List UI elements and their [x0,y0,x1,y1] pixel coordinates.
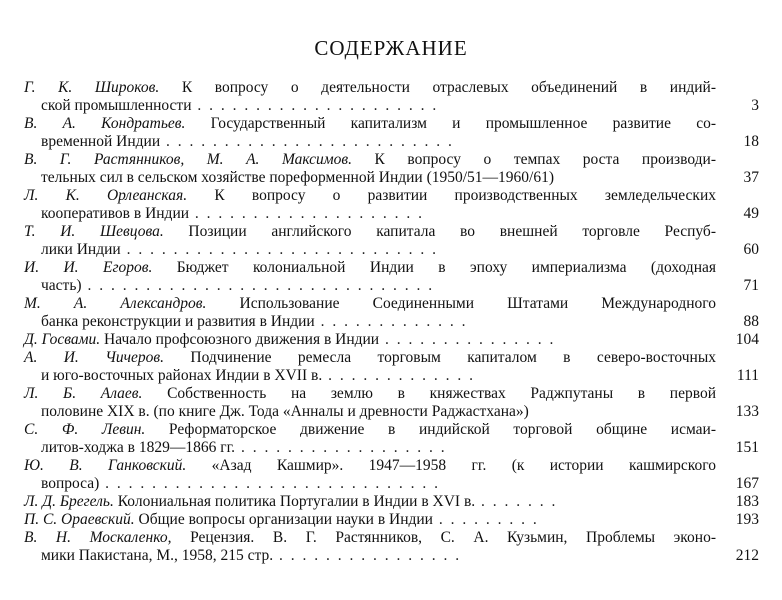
toc-entry-line2 [0,475,721,493]
toc-entry [0,187,782,223]
toc-entry-line1 [0,331,704,349]
entry-author: Л. К. Орлеанская. [24,187,188,204]
toc-entry [0,151,782,187]
toc-entry-line2 [0,313,721,331]
entry-author: П. С. Ораевский. [24,511,135,528]
entry-author: Д. Госвами. [24,331,101,348]
toc-entry [0,493,782,511]
entry-page-number: 193 [735,511,759,528]
entry-author: И. И. Егоров. [24,259,153,276]
toc-entry [0,457,782,493]
entry-leader-dots: . . . . . . . . . . . . . . . . . . . . . . . . . . . . . . [81,277,435,294]
entry-page-number: 111 [736,367,759,384]
entry-title-part1: Собственность на землю в княжествах Раджпутаны в первой [142,385,716,402]
toc-entry [0,295,782,331]
entry-title-part2: тельных сил в сельском хозяйстве пореформенной Индии (1950/51—1960/61) [41,169,555,186]
entry-title-part2: литов-ходжа в 1829—1866 гг. [41,439,236,456]
entry-page-number: 3 [751,97,759,114]
entry-leader-dots: . . . . . . . . . . . . . . . . . . . . . . . . . . . . . [99,475,441,492]
entry-author: В. Н. Москаленко, [24,529,172,546]
entry-leader-dots: . . . . . . . . . . . . . [322,367,475,384]
entry-author: Л. Д. Брегель. [24,493,114,510]
toc-entry [0,223,782,259]
entry-leader-dots: . . . . . . . . . . . . . . . [379,331,556,348]
entry-title-part1: «Азад Кашмир». 1947—1958 гг. (к истории кашмирского [186,457,716,474]
toc-entry-line2 [0,241,721,259]
entry-leader-dots: . . . . . . . . . [432,511,539,528]
entry-author: Ю. В. Ганковский. [24,457,187,474]
entry-title-part1: Колониальная политика Португалии в Индии в XVI в. [113,493,476,510]
entry-title-part1: Рецензия. В. Г. Растянников, С. А. Кузьмин, Проблемы эконо- [171,529,716,546]
toc-entry [0,349,782,385]
entry-page-number: 183 [735,493,759,510]
entry-leader-dots: . . . . . . . . . . . . . . . . . . . . . [191,97,439,114]
toc-entry-line1 [0,151,716,169]
toc-entry-line1 [0,493,704,511]
entry-title-part1: Использование Соединенными Штатами Международного [206,295,716,312]
toc-entry [0,385,782,421]
entry-page-number: 167 [735,475,759,492]
entry-title-part1: Начало профсоюзного движения в Индии [100,331,380,348]
toc-entry [0,331,782,349]
toc-entry-line1 [0,385,716,403]
entry-title-part2: половине XIX в. (по книге Дж. Тода «Анналы и древности Раджастхана») [41,403,529,420]
entry-title-part1: К вопросу о деятельности отраслевых объединений в индий- [159,79,716,96]
toc-entry-line1 [0,259,716,277]
toc-entry-line1 [0,115,716,133]
toc-entry-line1 [0,349,716,367]
toc-entry-line2 [0,277,721,295]
entry-author: М. А. Александров. [24,295,207,312]
entry-page-number: 212 [735,547,759,564]
entry-author: С. Ф. Левин. [24,421,146,438]
toc-entry-line2 [0,403,721,421]
table-of-contents [0,79,782,565]
toc-entry-line1 [0,421,716,439]
entry-title-part2: банка реконструкции и развития в Индии [41,313,315,330]
entry-author: В. А. Кондратьев. [24,115,186,132]
toc-entry [0,115,782,151]
toc-entry-line1 [0,511,704,529]
entry-leader-dots: . . . . . . . . . . . . . . . . . . . . . . . . . [160,133,454,150]
toc-entry-line2 [0,169,721,187]
entry-title-part2: кооперативов в Индии [41,205,190,222]
entry-page-number: 151 [735,439,759,456]
entry-author: Г. К. Широков. [24,79,160,96]
toc-entry-line2 [0,133,721,151]
toc-entry-line2 [0,205,721,223]
entry-leader-dots: . . . . . . . . . . . . . . . . [273,547,462,564]
entry-leader-dots: . . . . . . . . . . . . . . . . . . [235,439,447,456]
entry-title-part2: часть) [41,277,82,294]
entry-title-part2: и юго-восточных районах Индии в XVII в. [41,367,323,384]
entry-title-part1: Бюджет колониальной Индии в эпоху империализма (доходная [152,259,716,276]
toc-entry [0,79,782,115]
toc-entry-line2 [0,547,721,565]
page-title: СОДЕРЖАНИЕ [314,36,468,60]
entry-author: Л. Б. Алаев. [24,385,143,402]
toc-entry [0,529,782,565]
toc-entry-line1 [0,79,716,97]
toc-entry-line2 [0,439,721,457]
entry-title-part2: ской промышленности [41,97,192,114]
entry-page-number: 37 [743,169,759,186]
entry-leader-dots: . . . . . . . . . . . . . . . . . . . . . . . . . . . [120,241,438,258]
toc-entry-line1 [0,529,716,547]
entry-title-part1: Реформаторское движение в индийской торговой общине исмаи- [145,421,716,438]
toc-entry-line1 [0,187,716,205]
entry-title-part2: вопроса) [41,475,100,492]
entry-title-part1: К вопросу о темпах роста производи- [351,151,716,168]
entry-page-number: 133 [735,403,759,420]
entry-author: Т. И. Шевцова. [24,223,164,240]
entry-leader-dots: . . . . . . . . . . . . . [314,313,468,330]
entry-page-number: 60 [743,241,759,258]
entry-author: А. И. Чичеров. [24,349,165,366]
toc-entry-line1 [0,223,716,241]
toc-entry [0,421,782,457]
entry-page-number: 49 [743,205,759,222]
entry-leader-dots: . . . . . . . . . . . . . . . . . . . . [189,205,425,222]
entry-leader-dots: . . . . . . . [475,493,558,510]
entry-title-part1: Общие вопросы организации науки в Индии [134,511,433,528]
entry-page-number: 71 [743,277,759,294]
toc-entry-line2 [0,367,721,385]
entry-title-part1: К вопросу о развитии производственных земледельческих [187,187,716,204]
entry-title-part1: Подчинение ремесла торговым капиталом в северо-восточных [164,349,716,366]
entry-title-part1: Позиции английского капитала во внешней торговле Респуб- [163,223,716,240]
entry-title-part2: мики Пакистана, М., 1958, 215 стр. [41,547,274,564]
toc-entry [0,511,782,529]
toc-entry-line1 [0,457,716,475]
entry-page-number: 18 [743,133,759,150]
toc-entry-line2 [0,97,721,115]
entry-author: В. Г. Растянников, М. А. Максимов. [24,151,352,168]
entry-page-number: 88 [743,313,759,330]
toc-entry [0,259,782,295]
entry-page-number: 104 [735,331,759,348]
entry-title-part1: Государственный капитализм и промышленное развитие со- [185,115,716,132]
entry-title-part2: временной Индии [41,133,161,150]
toc-entry-line1 [0,295,716,313]
entry-title-part2: лики Индии [41,241,121,258]
